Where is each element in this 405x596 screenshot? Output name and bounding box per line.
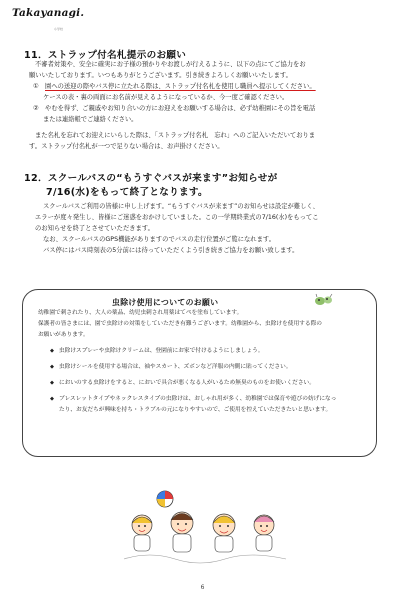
- diamond-bullet-icon: ◆: [50, 380, 54, 386]
- logo-subtext: 小学校: [54, 27, 64, 31]
- item-2-line-1: やむを得ず、ご親戚やお知り合いの方にお迎えをお願いする場合は、必ず幼稚園にその旨を電話: [45, 105, 316, 112]
- child-figure-3: [213, 514, 235, 552]
- child-figure-1: [132, 515, 152, 551]
- section-11-title: 11．ストラップ付名札提示のお願い: [24, 50, 187, 61]
- section-12-body-line-4: なお、スクールバスのGPS機能がありますのでバスの走行位置がご覧になれます。: [43, 236, 275, 243]
- bug-illustration-icon: [313, 293, 335, 307]
- bug-intro-line-3: お願いがあります。: [38, 332, 89, 338]
- bug-intro-line-2: 保護者の皆さまには、園で虫除けの対策をしていただき有難うございます。幼稚園から、虫除けを使用する際の: [38, 321, 322, 327]
- child-figure-4: [254, 515, 274, 551]
- bug-bullet-1: [50, 346, 264, 356]
- section-12-body-line-5: バス停にはバス時刻表の5分前には待っていただくよう引き続きご協力をお願い致します。: [43, 247, 299, 254]
- section-11-note-line-2: す。ストラップ付名札が一つで足りない場合は、お声掛けください。: [29, 143, 224, 150]
- section-11-intro-line-2: 願いいたしております。いつもありがとうございます。引き続きよろしくお願いいたします。: [29, 72, 292, 79]
- child-figure-2: [171, 512, 193, 552]
- bug-bullet-1-text: 虫除けスプレーや虫除けクリームは、登園前にお家で付けるようにしましょう。: [59, 348, 264, 354]
- diamond-bullet-icon: ◆: [50, 348, 54, 354]
- bug-bullet-4-text-line-1: ブレスレットタイプやネックレスタイプの虫除けは、おしゃれ用が多く、幼稚園では保育や遊びの妨げになっ: [59, 396, 337, 402]
- diamond-bullet-icon: ◆: [50, 396, 54, 402]
- section-12-title-line-1: 12．スクールバスの“もうすぐバスが来ます”お知らせが: [24, 173, 278, 184]
- section-12-body-line-1: スクールバスご利用の皆様に申し上げます。“もうすぐバスが来ます”のお知らせは設定が難しく、: [43, 203, 319, 210]
- section-12-title-line-2: 7/16(水)をもって終了となります。: [46, 187, 208, 198]
- item-2-line-2: または連絡帳でご連絡ください。: [43, 116, 138, 123]
- bug-box-title: 虫除け使用についてのお願い: [112, 298, 219, 307]
- children-playing-illustration: [120, 485, 290, 567]
- school-logo: Takayanagi.: [12, 7, 85, 19]
- page-number: 6: [200, 584, 205, 591]
- beach-ball-icon: [157, 491, 173, 507]
- bug-bullet-4-text-line-2: たり、お友だちが興味を持ち・トラブルの元になりやすいので、ご使用を控えていただきたいと思います。: [59, 407, 332, 413]
- section-11-item-1: [33, 82, 316, 93]
- bug-bullet-2-text: 虫除けシールを使用する場合は、袖やスカート、ズボンなど洋服の内側に貼ってください。: [59, 364, 292, 370]
- item-2-number: ②: [33, 105, 39, 112]
- section-12-body-line-2: エラーが度々発生し、皆様にご迷惑をおかけしていました。この一学期終業式の7/16(水)をもってこ: [35, 214, 319, 221]
- item-1-number: ①: [33, 83, 39, 90]
- item-1-line-1: 園への送迎の際やバス停に立たれる際は、ストラップ付名札を使用し職員へ提示してください。: [45, 83, 316, 90]
- section-11-note-line-1: また名札を忘れてお迎えにいらした際は、「ストラップ付名札 忘れ」へのご記入いただいておりま: [35, 132, 316, 139]
- bug-bullet-2: [50, 362, 292, 372]
- splash-line: [124, 555, 286, 563]
- section-11-intro-line-1: 不審者対策や、安全に確実にお子様の預かりやお渡しが行えるように、以下の点にてご協力をお: [35, 61, 306, 68]
- section-12-body-line-3: のお知らせを終了とさせていただきます。: [35, 225, 154, 232]
- bug-bullet-3: [50, 378, 315, 388]
- bug-intro-line-1: 幼稚園で刺されたり、大人の薬品、幼児虫刺され用薬はてぺを塗布しています。: [38, 310, 243, 316]
- bug-bullet-4: [50, 394, 336, 404]
- item-1-line-2: ケースの表・裏の両面にお名前が見えるようになっているか、今一度ご確認ください。: [43, 94, 289, 101]
- section-11-item-2: [33, 104, 315, 115]
- diamond-bullet-icon: ◆: [50, 364, 54, 370]
- bug-bullet-3-text: においのする虫除けをすると、においで具合が悪くなる人がいるため無臭のものをお使いください。: [59, 380, 315, 386]
